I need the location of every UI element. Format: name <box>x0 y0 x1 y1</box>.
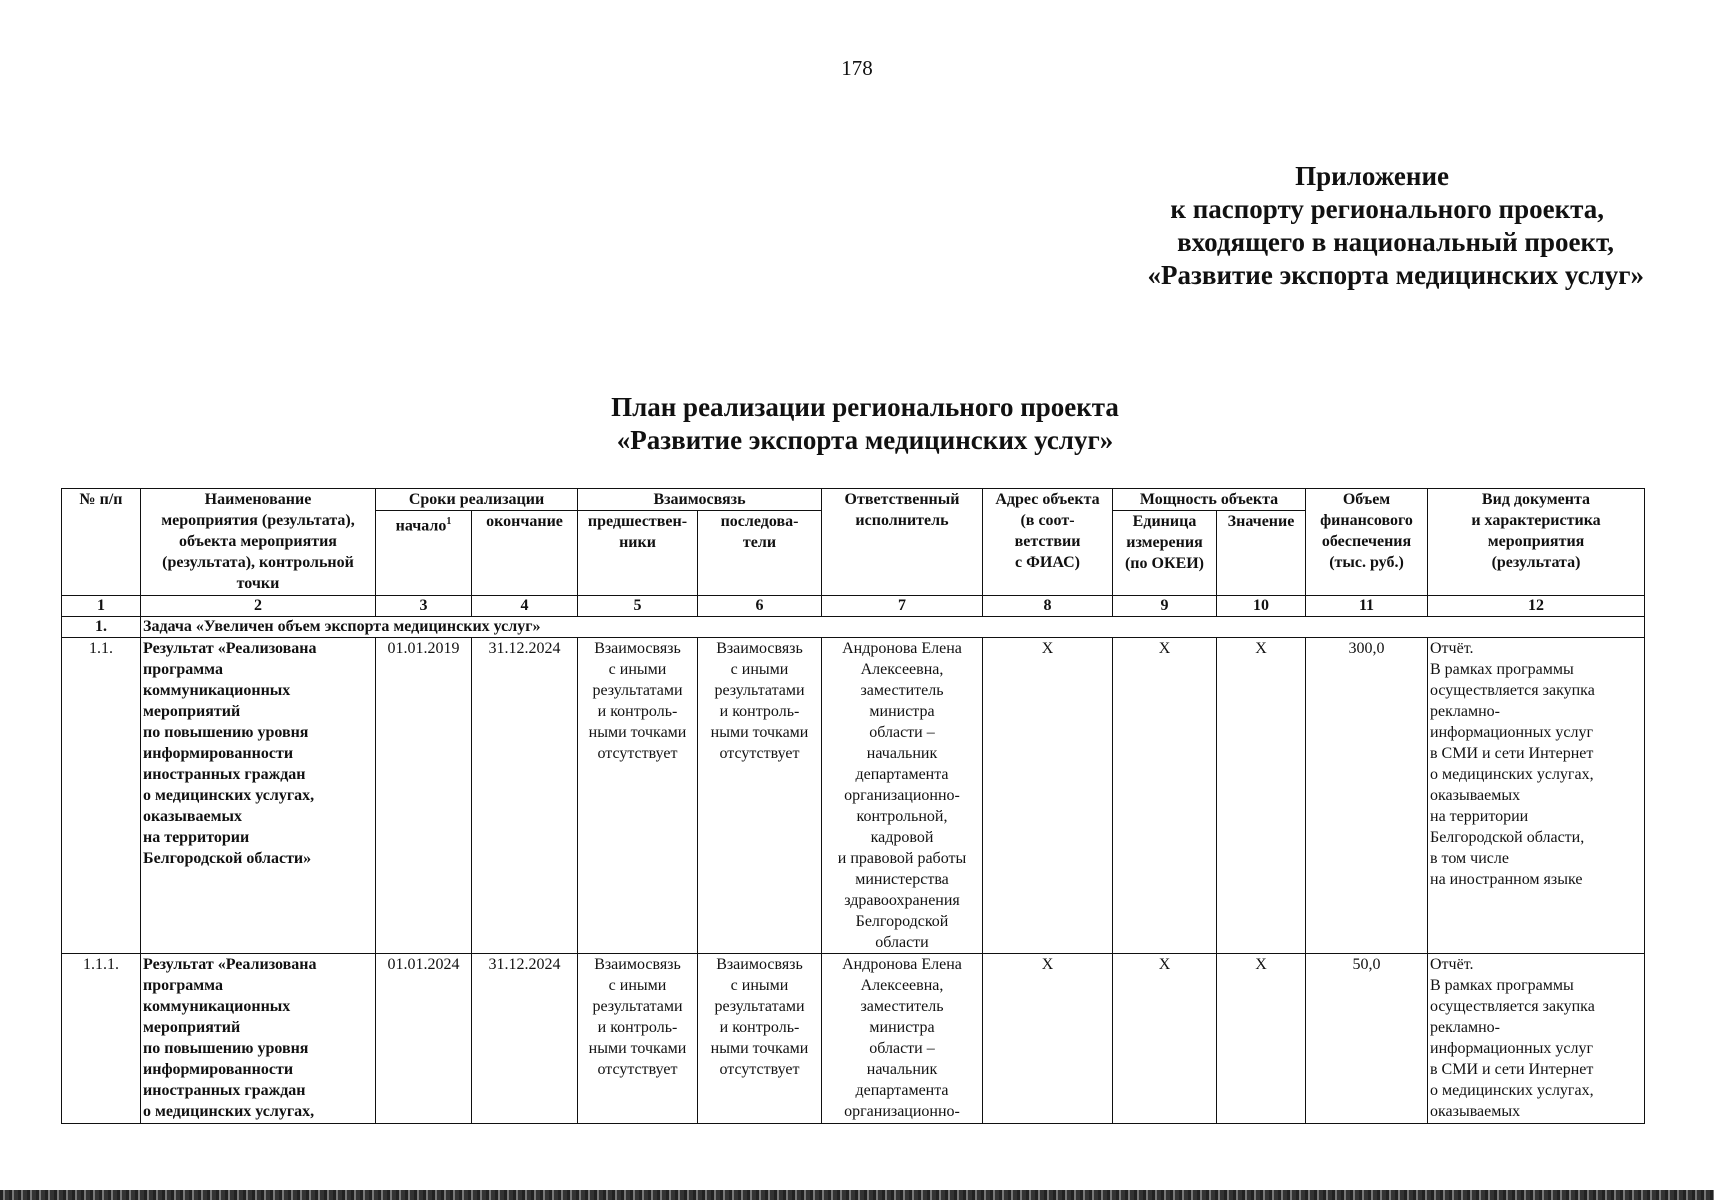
appendix-line-4: «Развитие экспорта медицинских услуг» <box>1147 260 1644 290</box>
header-group-links: Взаимосвязь <box>578 489 822 511</box>
row-number: 1.1. <box>62 638 141 954</box>
header-col-12: Вид документа и характеристика мероприятия (результата) <box>1428 489 1645 596</box>
column-number: 4 <box>472 596 578 617</box>
header-col-11: Объем финансового обеспечения (тыс. руб.) <box>1306 489 1428 596</box>
row-address: X <box>983 954 1113 1124</box>
header-row-1 <box>62 489 1645 511</box>
header-col-7: Ответственный исполнитель <box>822 489 983 596</box>
task-text: Задача «Увеличен объем экспорта медицинских услуг» <box>141 617 1645 638</box>
column-number: 5 <box>578 596 698 617</box>
header-col-10: Значение <box>1217 511 1306 596</box>
header-group-terms: Сроки реализации <box>376 489 578 511</box>
column-number: 1 <box>62 596 141 617</box>
table-row <box>62 954 1645 1124</box>
header-col-4: окончание <box>472 511 578 596</box>
row-unit: X <box>1113 638 1217 954</box>
appendix-line-3: входящего в национальный проект, <box>1177 227 1614 257</box>
header-col-2: Наименование мероприятия (результата), объекта мероприятия (результата), контрольной точки <box>141 489 376 596</box>
header-col-6: последова- тели <box>698 511 822 596</box>
appendix-line-2: к паспорту регионального проекта, <box>1170 194 1604 224</box>
row-document: Отчёт. В рамках программы осуществляется закупка рекламно- информационных услуг в СМИ и сети Интернет о медицинских услугах, оказываемых на территории Белгородской области, в том числе на иностранном языке <box>1428 638 1645 954</box>
column-number: 3 <box>376 596 472 617</box>
row-end-date: 31.12.2024 <box>472 638 578 954</box>
row-finance: 50,0 <box>1306 954 1428 1124</box>
page-number: 178 <box>841 56 873 80</box>
row-end-date: 31.12.2024 <box>472 954 578 1124</box>
row-value: X <box>1217 954 1306 1124</box>
row-successors: Взаимосвязь с иными результатами и контроль- ными точками отсутствует <box>698 638 822 954</box>
row-predecessors: Взаимосвязь с иными результатами и контроль- ными точками отсутствует <box>578 954 698 1124</box>
row-finance: 300,0 <box>1306 638 1428 954</box>
task-row <box>62 617 1645 638</box>
plan-table <box>61 488 1645 1124</box>
task-number: 1. <box>62 617 141 638</box>
header-col-5: предшествен- ники <box>578 511 698 596</box>
header-col-8: Адрес объекта (в соот- ветствии с ФИАС) <box>983 489 1113 596</box>
column-number: 11 <box>1306 596 1428 617</box>
appendix-header <box>1044 160 1644 292</box>
row-start-date: 01.01.2019 <box>376 638 472 954</box>
column-number: 9 <box>1113 596 1217 617</box>
appendix-line-1: Приложение <box>1295 161 1449 191</box>
column-number: 8 <box>983 596 1113 617</box>
table-row <box>62 638 1645 954</box>
scan-edge <box>0 1190 1714 1200</box>
row-address: X <box>983 638 1113 954</box>
column-number-row <box>62 596 1645 617</box>
row-document: Отчёт. В рамках программы осуществляется закупка рекламно- информационных услуг в СМИ и сети Интернет о медицинских услугах, оказываемых <box>1428 954 1645 1124</box>
row-name: Результат «Реализована программа коммуникационных мероприятий по повышению уровня информированности иностранных граждан о медицинских услугах, оказываемых на территории Белгородской области» <box>141 638 376 954</box>
row-responsible: Андронова Елена Алексеевна, заместитель министра области – начальник департамента организационно- <box>822 954 983 1124</box>
document-title <box>0 391 1714 457</box>
row-predecessors: Взаимосвязь с иными результатами и контроль- ными точками отсутствует <box>578 638 698 954</box>
column-number: 12 <box>1428 596 1645 617</box>
row-value: X <box>1217 638 1306 954</box>
column-number: 2 <box>141 596 376 617</box>
title-line-1: План реализации регионального проекта <box>611 392 1119 422</box>
row-name: Результат «Реализована программа коммуникационных мероприятий по повышению уровня информированности иностранных граждан о медицинских услугах, <box>141 954 376 1124</box>
row-number: 1.1.1. <box>62 954 141 1124</box>
column-number: 6 <box>698 596 822 617</box>
header-group-capacity: Мощность объекта <box>1113 489 1306 511</box>
column-number: 7 <box>822 596 983 617</box>
header-col-3: начало$^1$ <box>376 511 472 596</box>
title-line-2: «Развитие экспорта медицинских услуг» <box>616 425 1114 455</box>
footnote-mark: 1 <box>446 516 452 527</box>
row-unit: X <box>1113 954 1217 1124</box>
column-number: 10 <box>1217 596 1306 617</box>
row-start-date: 01.01.2024 <box>376 954 472 1124</box>
row-responsible: Андронова Елена Алексеевна, заместитель министра области – начальник департамента организационно- контрольной, кадровой и правовой работы министерства здравоохранения Белгородской области <box>822 638 983 954</box>
row-successors: Взаимосвязь с иными результатами и контроль- ными точками отсутствует <box>698 954 822 1124</box>
header-col-9: Единица измерения (по ОКЕИ) <box>1113 511 1217 596</box>
header-col-1: № п/п <box>62 489 141 596</box>
